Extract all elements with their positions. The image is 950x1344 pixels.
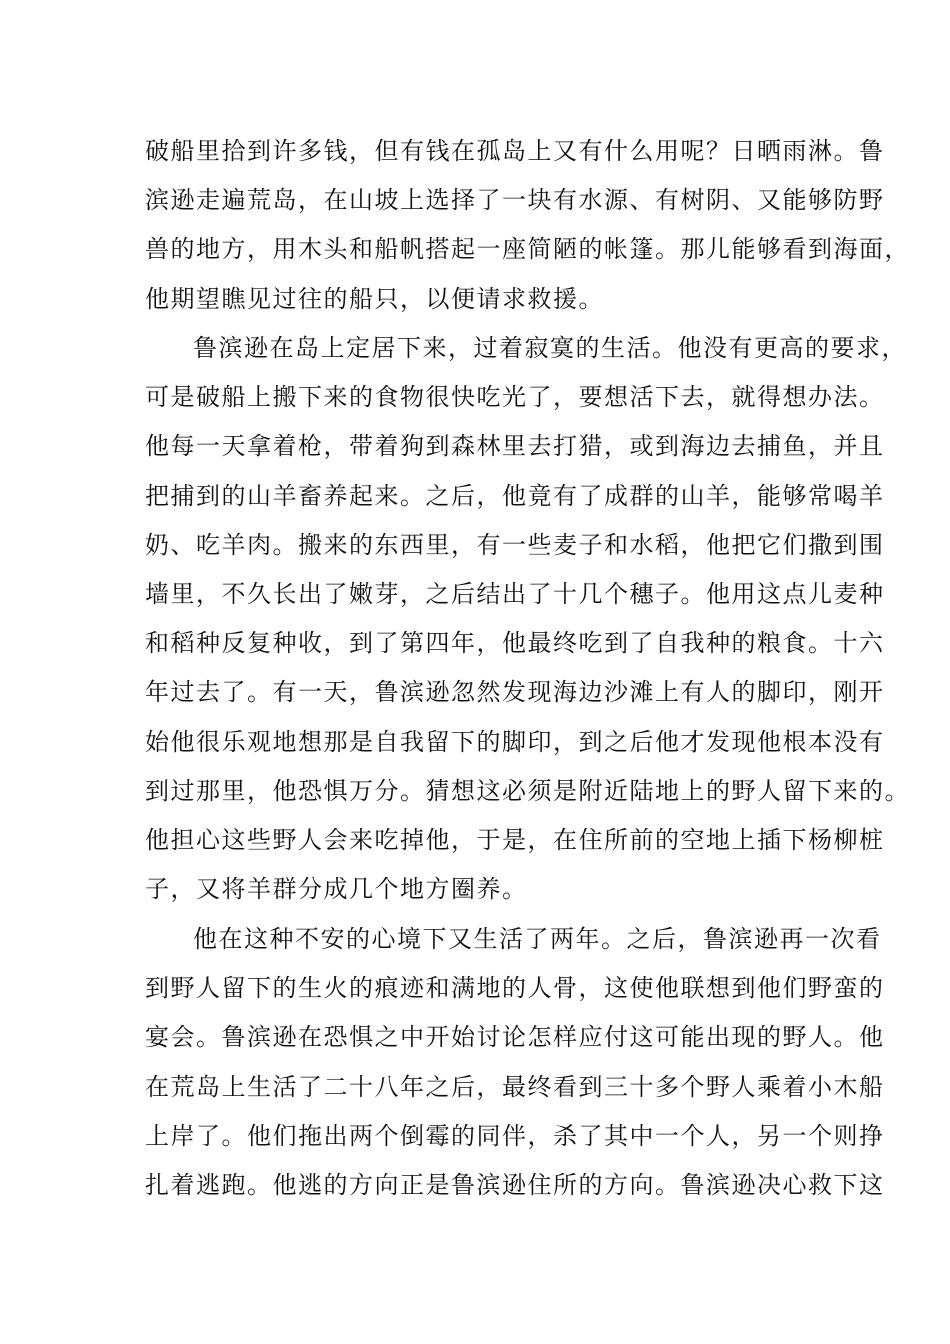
paragraph-line: 把捕到的山羊畜养起来。之后，他竟有了成群的山羊，能够常喝羊 <box>145 481 885 510</box>
paragraph-line: 他期望瞧见过往的船只，以便请求救援。 <box>145 284 604 313</box>
paragraph-line: 到过那里，他恐惧万分。猜想这必须是附近陆地上的野人留下来的。 <box>145 776 910 805</box>
paragraph-line: 上岸了。他们拖出两个倒霉的同伴，杀了其中一个人，另一个则挣 <box>145 1121 885 1150</box>
paragraph-line: 子，又将羊群分成几个地方圈养。 <box>145 875 528 904</box>
paragraph-line: 宴会。鲁滨逊在恐惧之中开始讨论怎样应付这可能出现的野人。他 <box>145 1023 885 1052</box>
paragraph-line: 滨逊走遍荒岛，在山坡上选择了一块有水源、有树阴、又能够防野 <box>145 186 885 215</box>
paragraph-line: 他担心这些野人会来吃掉他，于是，在住所前的空地上插下杨柳桩 <box>145 825 885 854</box>
paragraph-line: 始他很乐观地想那是自我留下的脚印，到之后他才发现他根本没有 <box>145 727 885 756</box>
paragraph-line: 墙里，不久长出了嫩芽，之后结出了十几个穗子。他用这点儿麦种 <box>145 579 885 608</box>
paragraph-line: 奶、吃羊肉。搬来的东西里，有一些麦子和水稻，他把它们撒到围 <box>145 530 885 559</box>
paragraph-line: 他每一天拿着枪，带着狗到森林里去打猎，或到海边去捕鱼，并且 <box>145 432 885 461</box>
paragraph-line: 扎着逃跑。他逃的方向正是鲁滨逊住所的方向。鲁滨逊决心救下这 <box>145 1170 885 1199</box>
paragraph-line: 鲁滨逊在岛上定居下来，过着寂寞的生活。他没有更高的要求， <box>193 334 907 362</box>
paragraph-1 <box>145 127 910 324</box>
paragraph-line: 他在这种不安的心境下又生活了两年。之后，鲁滨逊再一次看 <box>193 925 882 953</box>
paragraph-line: 到野人留下的生火的痕迹和满地的人骨，这使他联想到他们野蛮的 <box>145 974 885 1003</box>
paragraph-line: 兽的地方，用木头和船帆搭起一座简陋的帐篷。那儿能够看到海面， <box>145 235 910 264</box>
paragraph-3 <box>145 915 885 1210</box>
paragraph-line: 和稻种反复种收，到了第四年，他最终吃到了自我种的粮食。十六 <box>145 629 885 658</box>
paragraph-line: 破船里拾到许多钱，但有钱在孤岛上又有什么用呢？日晒雨淋。鲁 <box>145 137 885 165</box>
paragraph-2 <box>145 324 910 914</box>
paragraph-line: 在荒岛上生活了二十八年之后，最终看到三十多个野人乘着小木船 <box>145 1072 885 1101</box>
paragraph-line: 可是破船上搬下来的食物很快吃光了，要想活下去，就得想办法。 <box>145 383 885 412</box>
paragraph-line: 年过去了。有一天，鲁滨逊忽然发现海边沙滩上有人的脚印，刚开 <box>145 678 885 707</box>
